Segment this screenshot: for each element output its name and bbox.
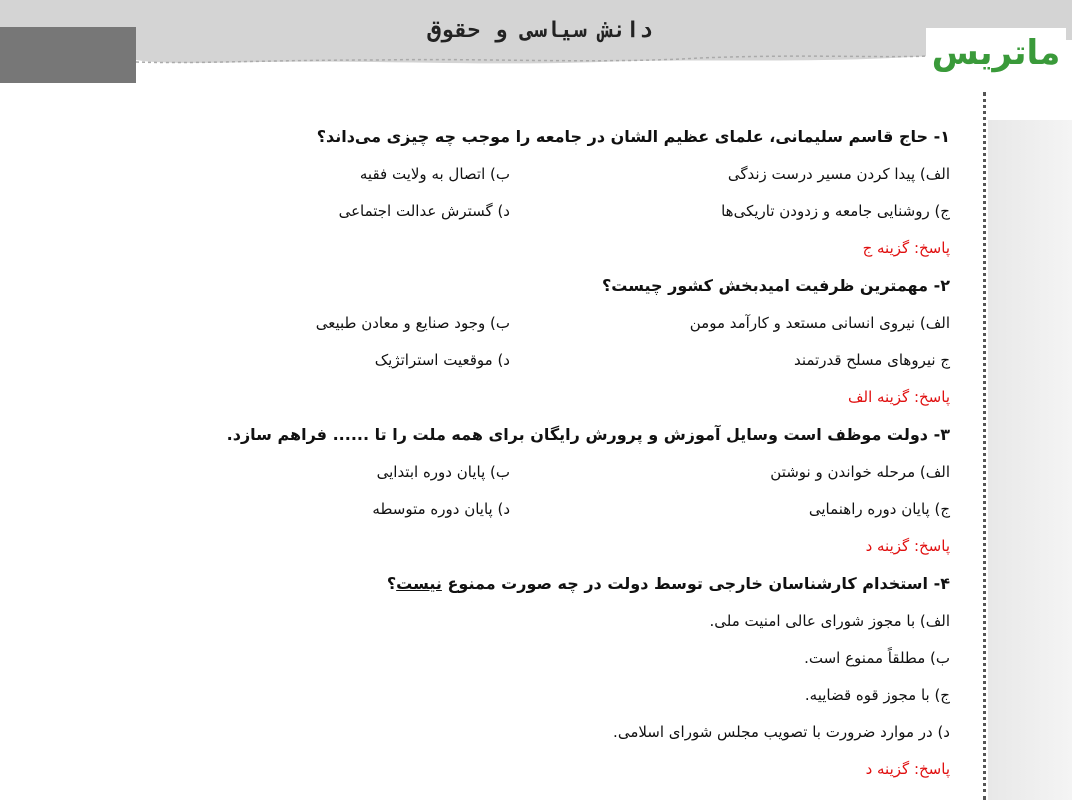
question-list bbox=[226, 118, 950, 788]
option-c: ج) روشنایی جامعه و زدودن تاریکی‌ها bbox=[721, 202, 950, 220]
right-sidebar bbox=[988, 120, 1072, 800]
question-4-answer: پاسخ: گزینه د bbox=[865, 760, 950, 778]
question-2-answer: پاسخ: گزینه الف bbox=[847, 388, 950, 406]
header-wave-shape bbox=[0, 0, 1072, 92]
logo-text: ماتریس bbox=[931, 33, 1061, 73]
option-a: الف) مرحله خواندن و نوشتن bbox=[770, 463, 950, 481]
question-4-title bbox=[250, 565, 950, 603]
question-number: ۱- bbox=[933, 127, 950, 146]
option-c: ج نیروهای مسلح قدرتمند bbox=[793, 351, 950, 369]
question-1-title bbox=[250, 118, 950, 156]
question-3-title bbox=[226, 416, 950, 454]
brand-logo bbox=[926, 28, 1066, 78]
option-a: الف) پیدا کردن مسیر درست زندگی bbox=[727, 165, 950, 183]
option-d: د) در موارد ضرورت با تصویب مجلس شورای اسلامی. bbox=[613, 723, 950, 741]
option-c: ج) پایان دوره راهنمایی bbox=[808, 500, 950, 518]
question-text: حاج قاسم سلیمانی، علمای عظیم الشان در جامعه را موجب چه چیزی می‌داند؟ bbox=[316, 127, 929, 146]
question-2-options-row-2 bbox=[250, 342, 950, 379]
header bbox=[0, 0, 1072, 92]
option-a: الف) با مجوز شورای عالی امنیت ملی. bbox=[709, 612, 950, 630]
option-b: ب) اتصال به ولایت فقیه bbox=[359, 165, 510, 183]
question-1-answer: پاسخ: گزینه ج bbox=[862, 239, 950, 257]
question-text: دولت موظف است وسایل آموزش و پرورش رایگان برای همه ملت را تا ...... فراهم سازد. bbox=[226, 425, 929, 444]
option-b: ب) مطلقاً ممنوع است. bbox=[804, 649, 950, 667]
question-text: استخدام کارشناسان خارجی توسط دولت در چه صورت ممنوع bbox=[441, 574, 929, 593]
sidebar-divider bbox=[983, 92, 986, 800]
question-2-options-row-1 bbox=[250, 305, 950, 342]
question-number: ۳- bbox=[933, 425, 950, 444]
page-title: دانش سیاسی و حقوق bbox=[427, 18, 653, 43]
question-text: مهمترین ظرفیت امیدبخش کشور چیست؟ bbox=[601, 276, 929, 295]
question-3-answer: پاسخ: گزینه د bbox=[865, 537, 950, 555]
option-b: ب) وجود صنایع و معادن طبیعی bbox=[315, 314, 510, 332]
question-3-options-row-1 bbox=[250, 454, 950, 491]
option-c: ج) با مجوز قوه قضاییه. bbox=[804, 686, 950, 704]
question-1-options-row-2 bbox=[250, 193, 950, 230]
option-b: ب) پایان دوره ابتدایی bbox=[376, 463, 510, 481]
question-number: ۲- bbox=[933, 276, 950, 295]
option-a: الف) نیروی انسانی مستعد و کارآمد مومن bbox=[689, 314, 950, 332]
question-number: ۴- bbox=[933, 574, 950, 593]
question-3-options-row-2 bbox=[250, 491, 950, 528]
option-d: د) موقعیت استراتژیک bbox=[374, 351, 510, 369]
question-2-title bbox=[250, 267, 950, 305]
option-d: د) گسترش عدالت اجتماعی bbox=[338, 202, 510, 220]
question-mark: ؟ bbox=[386, 574, 397, 593]
header-dark-block bbox=[0, 27, 136, 83]
question-1-options-row-1 bbox=[250, 156, 950, 193]
option-d: د) پایان دوره متوسطه bbox=[372, 500, 510, 518]
question-text-underlined: نیست bbox=[396, 574, 442, 593]
